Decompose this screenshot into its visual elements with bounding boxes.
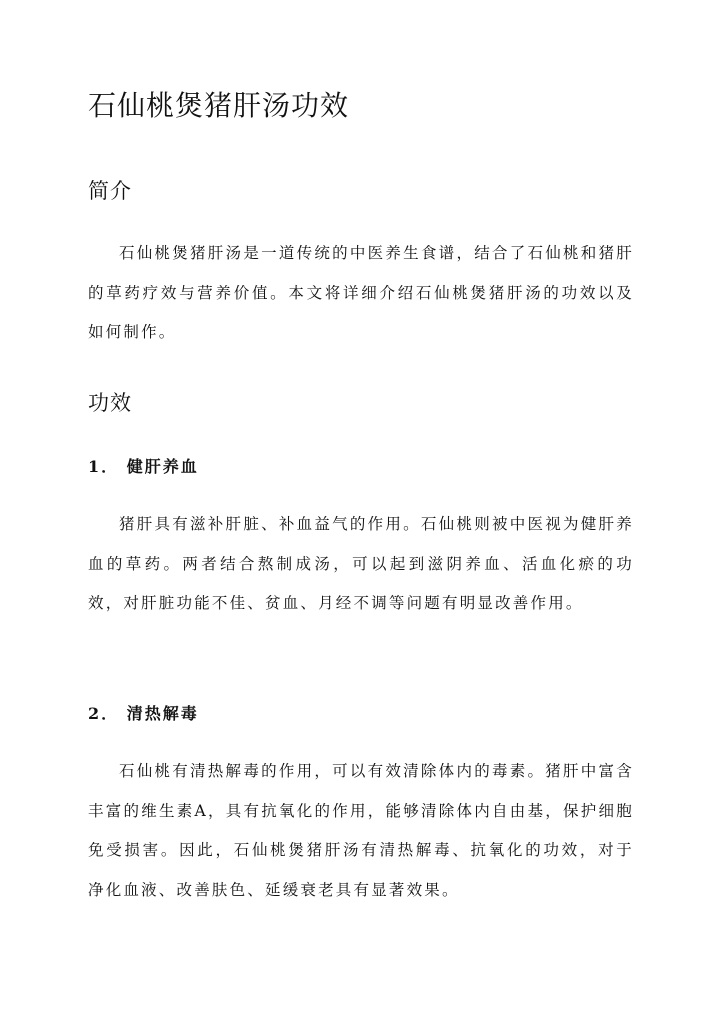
detox-paragraph: 石仙桃有清热解毒的作用，可以有效清除体内的毒素。猪肝中富含丰富的维生素A，具有抗氧化的作用，能够清除体内自由基，保护细胞免受损害。因此，石仙桃煲猪肝汤有清热解毒、抗氧化的功效，对于净化血液、改善肤色、延缓衰老具有显著效果。 (88, 762, 634, 899)
section-heading-intro: 简介 (88, 179, 132, 203)
subsection-heading-liver: 1． 健肝养血 (88, 457, 199, 476)
document-title: 石仙桃煲猪肝汤功效 (88, 89, 350, 122)
liver-paragraph: 猪肝具有滋补肝脏、补血益气的作用。石仙桃则被中医视为健肝养血的草药。两者结合熬制成汤，可以起到滋阴养血、活血化瘀的功效，对肝脏功能不佳、贫血、月经不调等问题有明显改善作用。 (88, 515, 634, 612)
subsection-heading-detox: 2． 清热解毒 (88, 704, 199, 723)
section-heading-benefits: 功效 (88, 391, 132, 415)
intro-paragraph: 石仙桃煲猪肝汤是一道传统的中医养生食谱，结合了石仙桃和猪肝的草药疗效与营养价值。本文将详细介绍石仙桃煲猪肝汤的功效以及如何制作。 (88, 244, 634, 341)
